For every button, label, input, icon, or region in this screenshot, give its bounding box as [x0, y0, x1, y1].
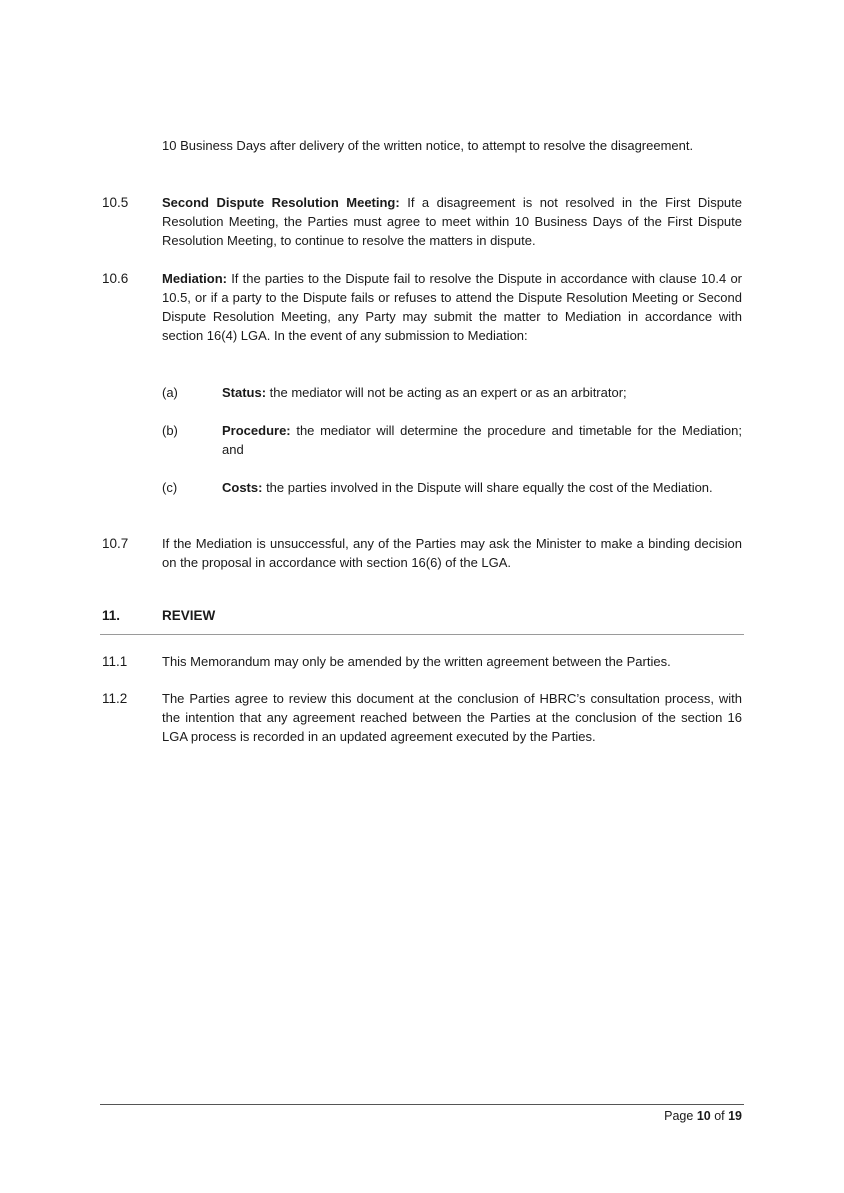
clause-11-1: This Memorandum may only be amended by the written agreement between the Parties. — [162, 654, 671, 669]
clause-number-10-5: 10.5 — [102, 195, 129, 210]
subclause-c-text: the parties involved in the Dispute will share equally the cost of the Mediation. — [262, 480, 713, 495]
subclause-c-title: Costs: — [222, 480, 263, 495]
subclause-b-title: Procedure: — [222, 423, 291, 438]
subclause-label-b: (b) — [162, 423, 178, 438]
section-number-11: 11. — [102, 608, 121, 623]
clause-number-11-1: 11.1 — [102, 654, 128, 669]
page-number: Page 10 of 19 — [664, 1109, 742, 1123]
clause-10-5-text: If a disagreement is not resolved in the First Dispute Resolution Meeting, the Parties must agree to meet within 10 Business Days of the First Dispute Resolution Meeting, to continue to resolve the matters in dispute. — [162, 195, 742, 248]
clause-10-5 — [162, 193, 742, 250]
section-title-review: REVIEW — [162, 608, 216, 623]
subclause-a — [222, 383, 742, 402]
subclause-label-a: (a) — [162, 385, 178, 400]
clause-11-2: The Parties agree to review this document at the conclusion of HBRC’s consultation process, with the intention that any agreement reached between the Parties at the conclusion of the section 16 LGA process is recorded in an updated agreement executed by the Parties. — [162, 691, 742, 744]
subclause-label-c: (c) — [162, 480, 178, 495]
subclause-a-text: the mediator will not be acting as an expert or as an arbitrator; — [266, 385, 627, 400]
section-divider — [100, 634, 744, 635]
subclause-b-text: the mediator will determine the procedure and timetable for the Mediation; and — [222, 423, 742, 457]
clause-10-6 — [162, 269, 742, 345]
clause-10-5-title: Second Dispute Resolution Meeting: — [162, 195, 400, 210]
clause-10-7: If the Mediation is unsuccessful, any of the Parties may ask the Minister to make a binding decision on the proposal in accordance with section 16(6) of the LGA. — [162, 536, 742, 570]
footer-divider — [100, 1104, 744, 1105]
clause-10-6-text: If the parties to the Dispute fail to resolve the Dispute in accordance with clause 10.4 or 10.5, or if a party to the Dispute fails or refuses to attend the Dispute Resolution Meeting or Second Dispute Resolution Meeting, any Party may submit the matter to Mediation in accordance with section 16(4) LGA. In the event of any submission to Mediation: — [162, 271, 742, 343]
continuation-paragraph: 10 Business Days after delivery of the written notice, to attempt to resolve the disagreement. — [162, 138, 694, 153]
subclause-b — [222, 421, 742, 459]
subclause-c — [222, 478, 742, 497]
clause-number-11-2: 11.2 — [102, 691, 128, 706]
clause-number-10-7: 10.7 — [102, 536, 129, 551]
clause-10-6-title: Mediation: — [162, 271, 227, 286]
clause-number-10-6: 10.6 — [102, 271, 129, 286]
subclause-a-title: Status: — [222, 385, 267, 400]
